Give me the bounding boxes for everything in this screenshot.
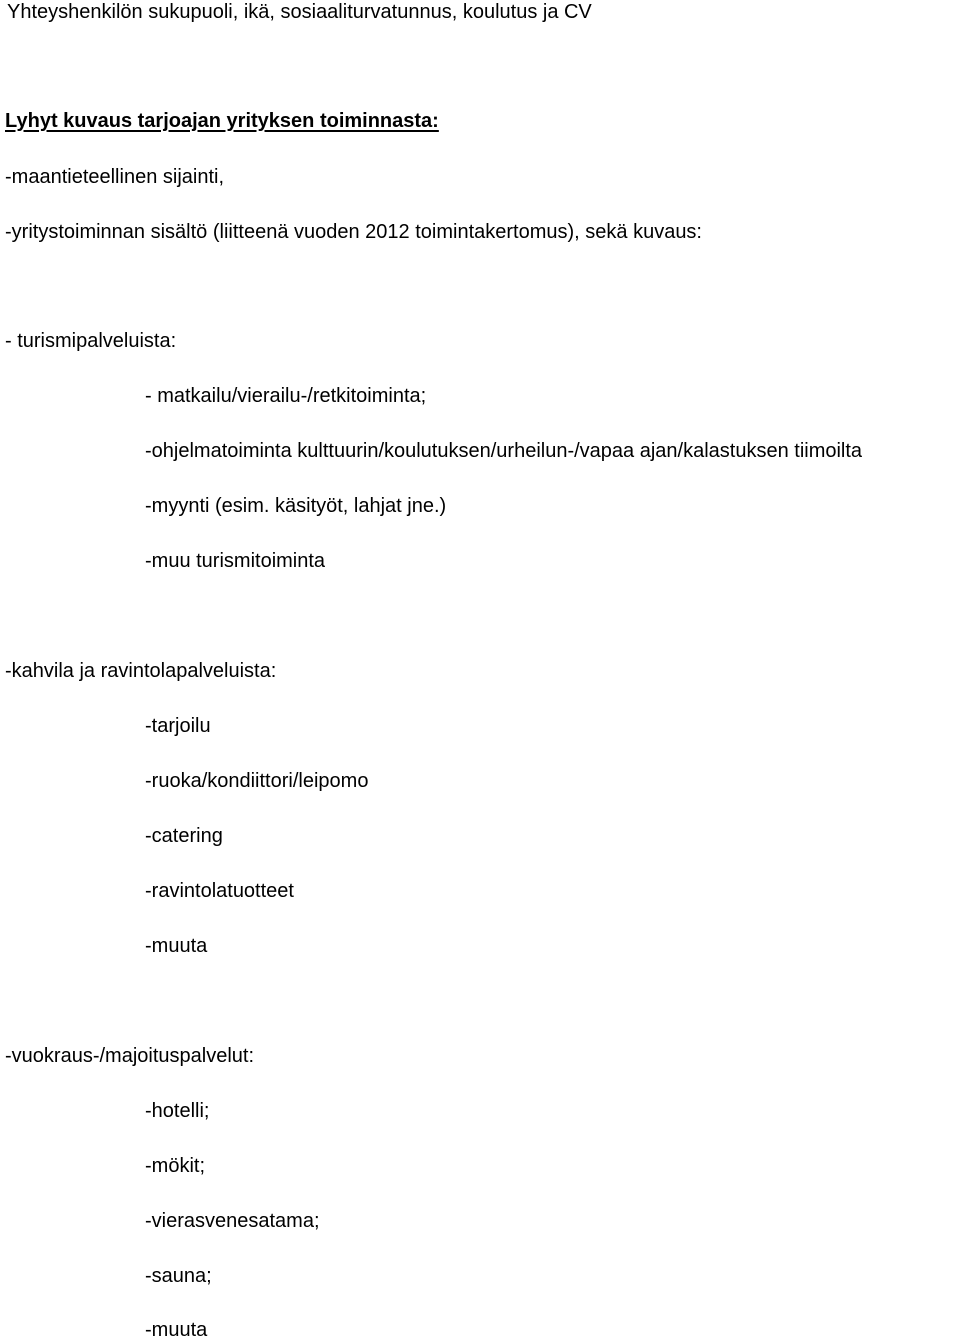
cafe-item: -ruoka/kondiittori/leipomo: [145, 770, 369, 792]
cafe-item: -catering: [145, 825, 223, 847]
header-line: Yhteyshenkilön sukupuoli, ikä, sosiaaliturvatunnus, koulutus ja CV: [7, 1, 592, 23]
rental-item: -sauna;: [145, 1265, 212, 1287]
intro-line-location: -maantieteellinen sijainti,: [5, 166, 225, 188]
rental-item: -mökit;: [145, 1155, 205, 1177]
rental-item: -muuta: [145, 1319, 208, 1341]
tourism-item: -ohjelmatoiminta kulttuurin/koulutuksen/urheilun-/vapaa ajan/kalastuksen tiimoilta: [145, 440, 863, 462]
cafe-heading: -kahvila ja ravintolapalveluista:: [5, 660, 277, 682]
rental-item: -hotelli;: [145, 1100, 210, 1122]
intro-line-business: -yritystoiminnan sisältö (liitteenä vuoden 2012 toimintakertomus), sekä kuvaus:: [5, 221, 702, 243]
cafe-item: -ravintolatuotteet: [145, 880, 294, 902]
cafe-item: -muuta: [145, 935, 208, 957]
tourism-item: -myynti (esim. käsityöt, lahjat jne.): [145, 495, 447, 517]
tourism-heading: - turismipalveluista:: [5, 330, 177, 352]
cafe-item: -tarjoilu: [145, 715, 211, 737]
rental-heading: -vuokraus-/majoituspalvelut:: [5, 1045, 254, 1067]
tourism-item: - matkailu/vierailu-/retkitoiminta;: [145, 385, 427, 407]
section-title: Lyhyt kuvaus tarjoajan yrityksen toiminnasta:: [5, 110, 439, 132]
rental-item: -vierasvenesatama;: [145, 1210, 320, 1232]
tourism-item: -muu turismitoiminta: [145, 550, 326, 572]
